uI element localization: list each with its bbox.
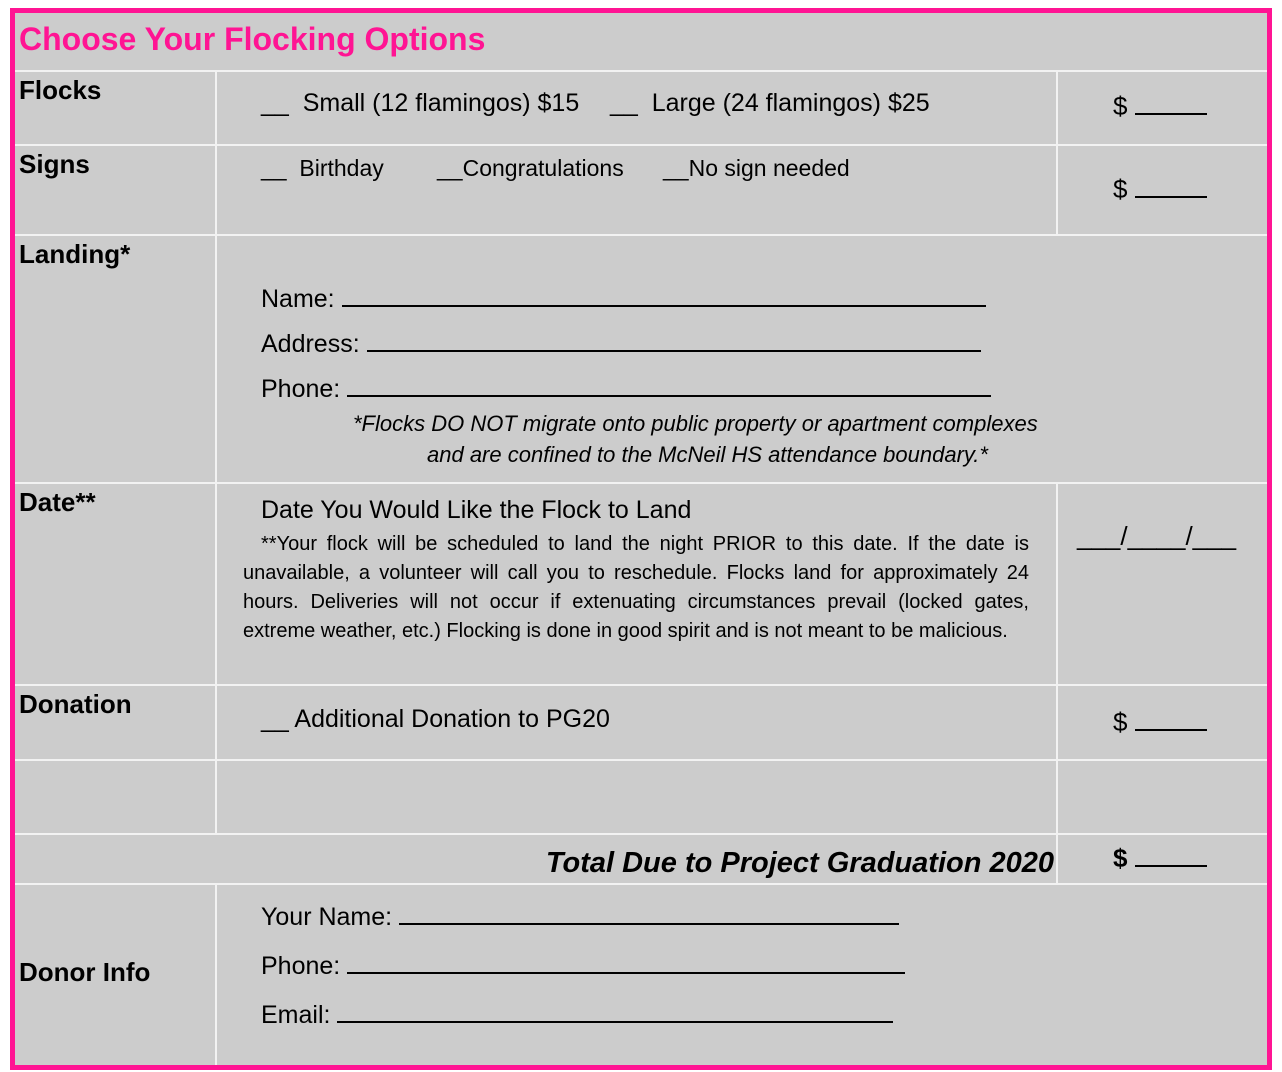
flock-large-option[interactable] (610, 89, 930, 118)
landing-name-field[interactable] (261, 285, 986, 314)
flocks-label: Flocks (19, 75, 102, 105)
donation-option[interactable] (261, 705, 610, 734)
flock-small-option[interactable] (261, 89, 579, 118)
divider (15, 833, 1267, 835)
date-heading: Date You Would Like the Flock to Land (261, 496, 692, 524)
checkbox-blank: __ (663, 155, 689, 181)
checkbox-blank: __ (261, 89, 289, 117)
amount-line (1135, 845, 1207, 867)
landing-note-line1: *Flocks DO NOT migrate onto public property or apartment complexes (353, 411, 1038, 436)
donation-option-label: Additional Donation to PG20 (294, 705, 610, 733)
flock-small-label: Small (12 flamingos) $15 (302, 89, 580, 117)
dollar-sign: $ (1113, 843, 1128, 873)
donor-name-field[interactable] (261, 903, 899, 932)
donor-email-field[interactable] (261, 1001, 893, 1030)
divider (1056, 70, 1058, 234)
flocking-options-form (10, 8, 1272, 1070)
sign-none-label: No sign needed (688, 155, 850, 181)
donor-phone-field[interactable] (261, 952, 905, 981)
divider (215, 70, 217, 834)
sign-birthday-label: Birthday (299, 155, 384, 181)
amount-line (1135, 93, 1207, 115)
phone-line (347, 375, 991, 397)
flocks-amount[interactable] (1113, 91, 1207, 122)
landing-phone-label: Phone: (261, 375, 341, 403)
divider (15, 70, 1267, 72)
donor-phone-line (347, 952, 905, 974)
divider (15, 482, 1267, 484)
flock-large-label: Large (24 flamingos) $25 (651, 89, 930, 117)
total-amount[interactable] (1113, 843, 1207, 874)
sign-congrats-label: Congratulations (462, 155, 624, 181)
divider (15, 883, 1267, 885)
donor-phone-label: Phone: (261, 952, 341, 980)
checkbox-blank: __ (437, 155, 463, 181)
signs-label: Signs (19, 149, 90, 179)
donor-info-label: Donor Info (19, 957, 151, 987)
landing-label: Landing* (19, 239, 131, 269)
address-line (367, 330, 981, 352)
divider (15, 234, 1267, 236)
date-input[interactable]: ___/____/___ (1077, 521, 1237, 551)
total-due-label: Total Due to Project Graduation 2020 (545, 847, 1054, 879)
signs-amount[interactable] (1113, 174, 1207, 205)
divider (15, 684, 1267, 686)
checkbox-blank: __ (261, 705, 289, 733)
amount-line (1135, 709, 1207, 731)
dollar-sign: $ (1113, 707, 1128, 737)
dollar-sign: $ (1113, 91, 1128, 121)
donor-email-line (337, 1001, 893, 1023)
donation-label: Donation (19, 689, 132, 719)
sign-congrats-option[interactable] (437, 155, 624, 182)
date-note: **Your flock will be scheduled to land the night PRIOR to this date. If the date is unavailable, a volunteer will call you to reschedule. Flocks land for approximately 24 hours. Deliveries will not occur if extenuating circumstances prevail (locked gates, extreme weather, etc.) Flocking is done in good spirit and is not meant to be malicious. (243, 533, 1029, 642)
donor-email-label: Email: (261, 1001, 331, 1029)
divider (215, 883, 217, 1065)
landing-note-line2: and are confined to the McNeil HS attendance boundary.* (427, 442, 988, 467)
name-line (342, 285, 986, 307)
landing-address-label: Address: (261, 330, 360, 358)
sign-none-option[interactable] (663, 155, 850, 182)
form-title: Choose Your Flocking Options (19, 21, 486, 57)
donor-name-line (399, 903, 899, 925)
checkbox-blank: __ (261, 155, 287, 181)
divider (15, 144, 1267, 146)
landing-phone-field[interactable] (261, 375, 991, 404)
amount-line (1135, 176, 1207, 198)
divider (1056, 482, 1058, 884)
donation-amount[interactable] (1113, 707, 1207, 738)
divider (15, 759, 1267, 761)
donor-name-label: Your Name: (261, 903, 393, 931)
landing-address-field[interactable] (261, 330, 981, 359)
checkbox-blank: __ (610, 89, 638, 117)
sign-birthday-option[interactable] (261, 155, 384, 182)
dollar-sign: $ (1113, 174, 1128, 204)
date-label: Date** (19, 487, 96, 517)
landing-name-label: Name: (261, 285, 335, 313)
